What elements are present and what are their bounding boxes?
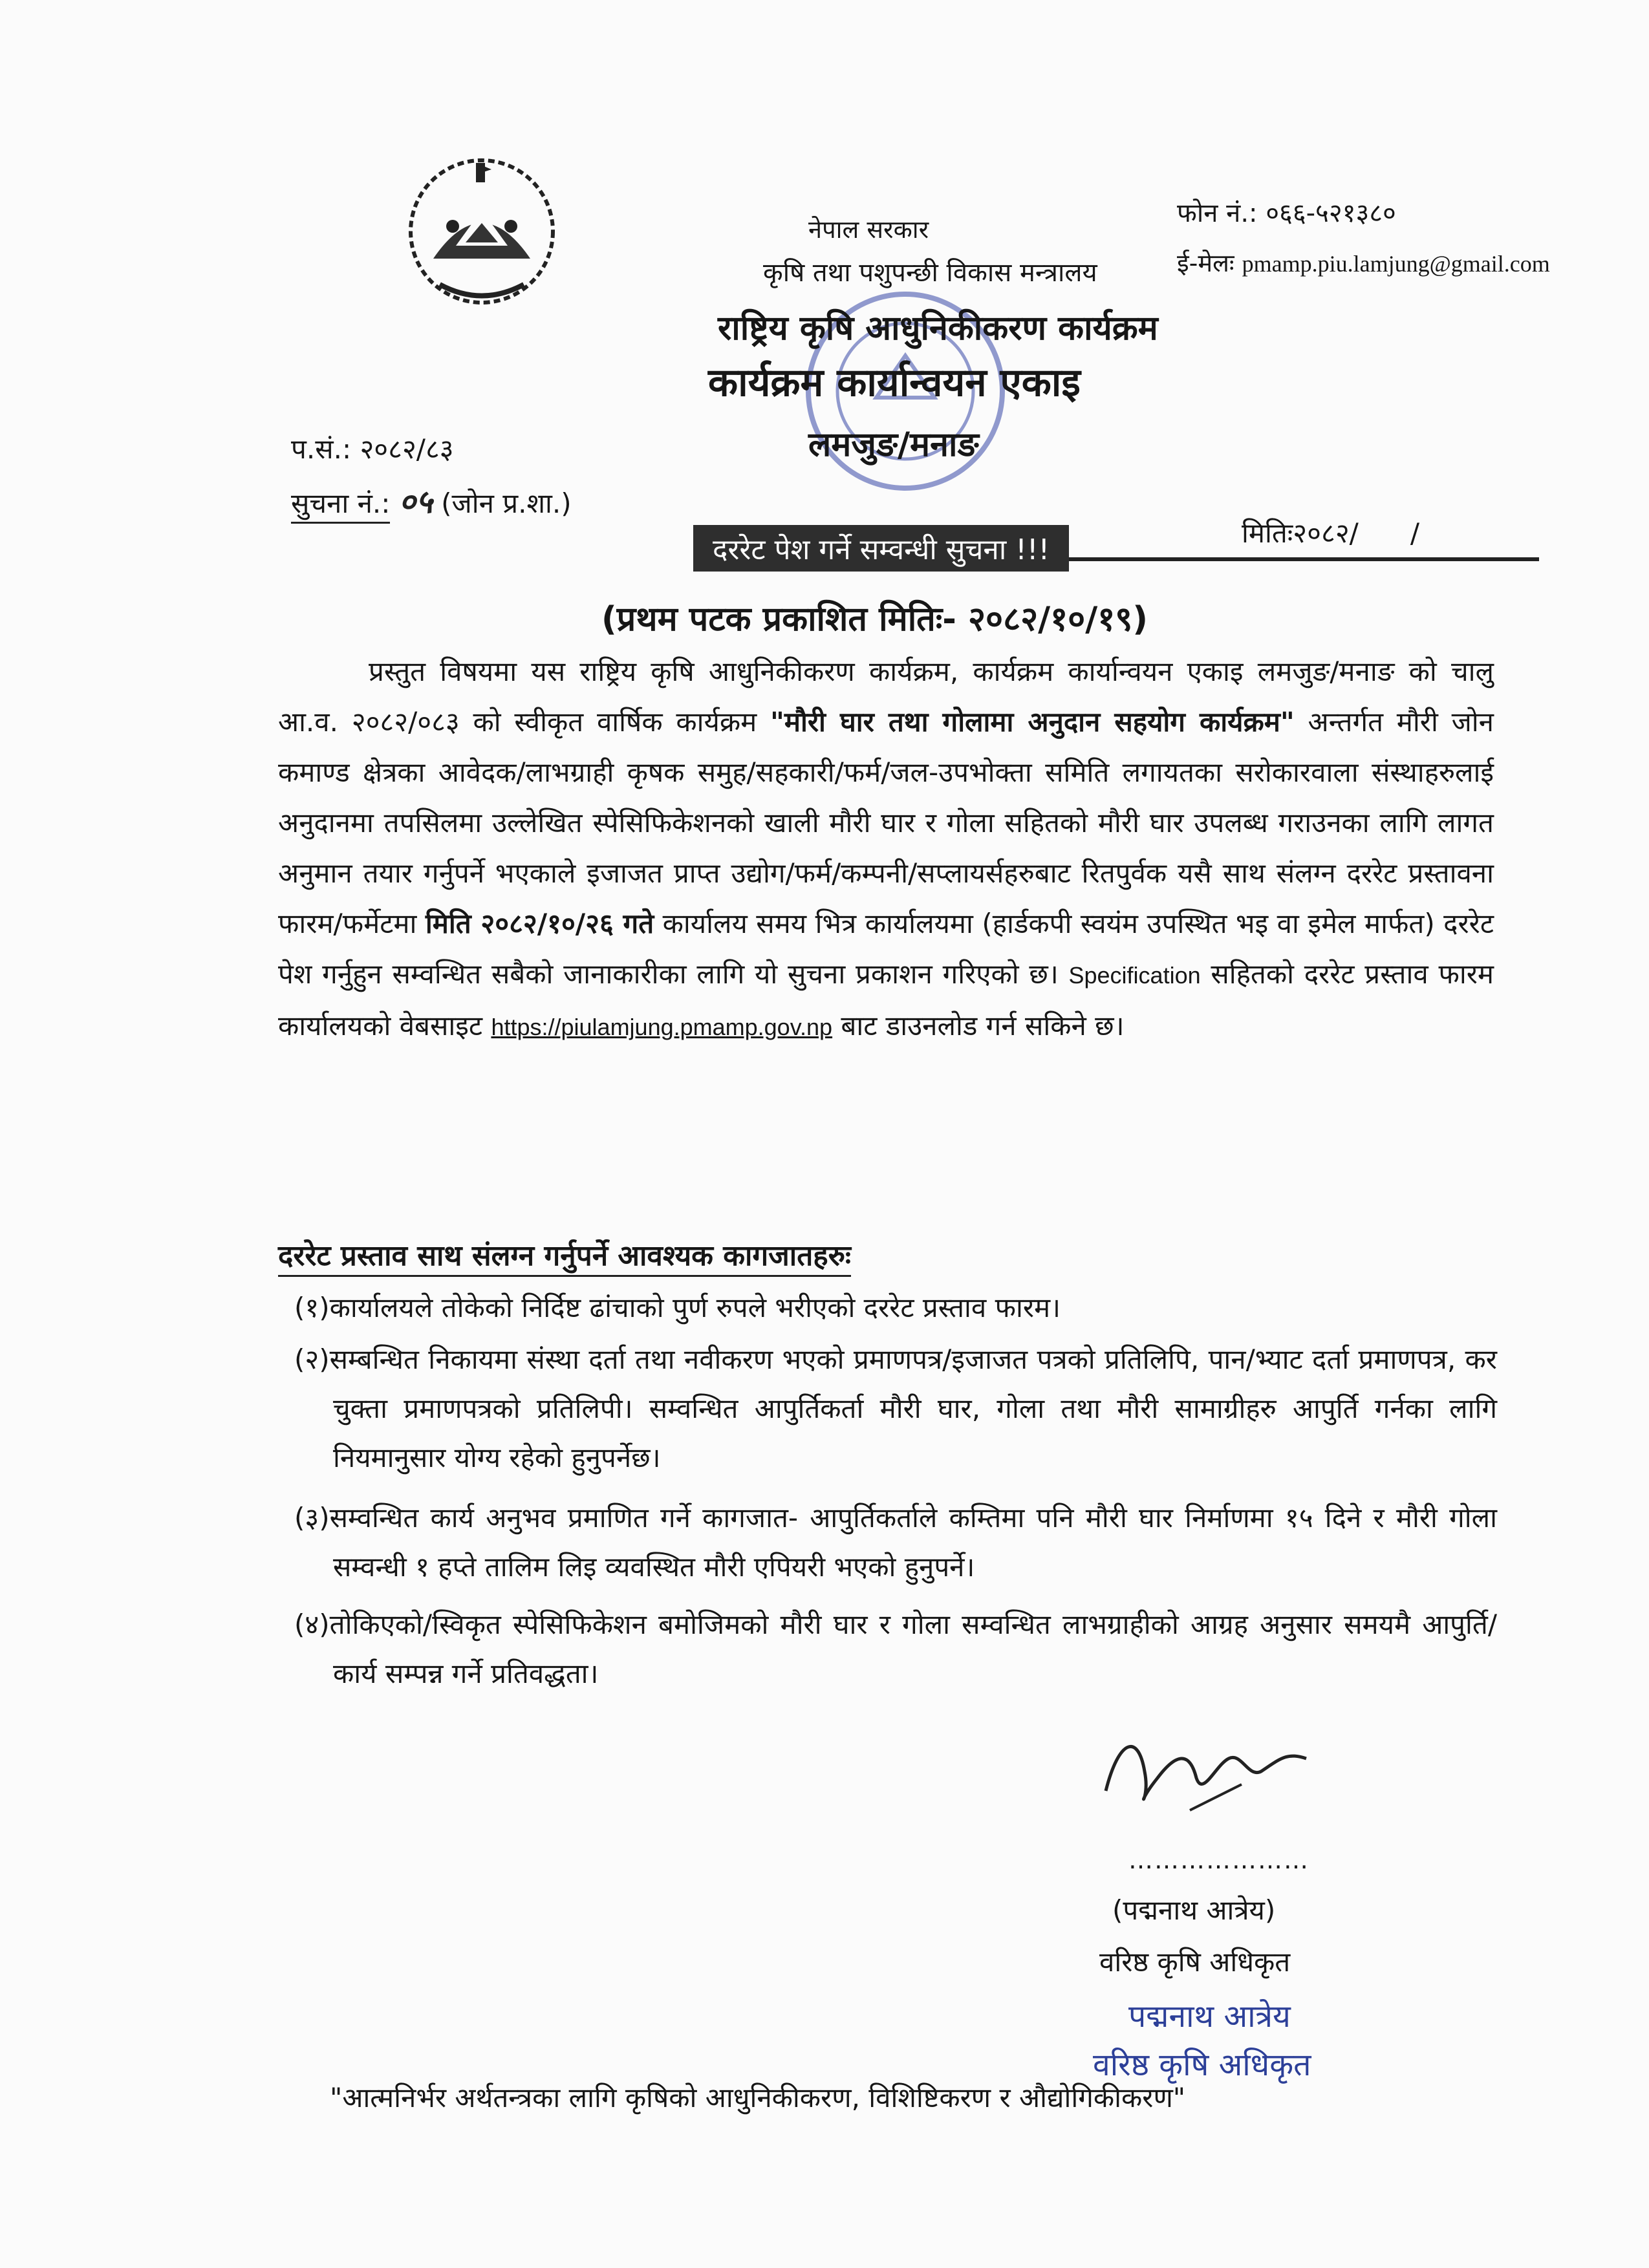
- nepal-emblem-logo: [394, 149, 569, 310]
- submission-deadline: मिति २०८२/१०/२६ गते: [425, 908, 654, 939]
- requirement-text: सम्वन्धित कार्य अनुभव प्रमाणित गर्ने कागजात- आपुर्तिकर्ताले कम्तिमा पनि मौरी घार निर्माणमा १५ दिने र मौरी गोला सम्वन्धी १ हप्ते तालिम लिइ व्यवस्थित मौरी एपियरी भएको हुनुपर्ने।: [329, 1502, 1497, 1583]
- signatory-name: (पद्मनाथ आत्रेय): [1112, 1894, 1276, 1926]
- notice-number-suffix: (जोन प्र.शा.): [441, 487, 572, 519]
- website-link[interactable]: https://piulamjung.pmamp.gov.np: [491, 1014, 833, 1040]
- notice-number-line: [291, 478, 572, 522]
- requirement-item: [294, 1283, 1497, 1332]
- requirement-number: (३): [294, 1502, 330, 1534]
- requirement-item: [294, 1600, 1497, 1698]
- requirement-text: कार्यालयले तोकेको निर्दिष्ट ढांचाको पुर्ण रुपले भरीएको दररेट प्रस्ताव फारम।: [329, 1292, 1061, 1323]
- specification-word: Specification: [1068, 962, 1201, 989]
- notice-number: ०५: [398, 483, 433, 520]
- notice-title: दररेट पेश गर्ने सम्वन्धी सुचना !!!: [693, 525, 1069, 572]
- notice-number-label: सुचना नं.:: [291, 487, 390, 524]
- requirement-item: [294, 1493, 1497, 1592]
- letter-reference-number: प.सं.: २०८२/८३: [291, 433, 454, 465]
- signatory-title: वरिष्ठ कृषि अधिकृत: [1099, 1946, 1291, 1978]
- body-part-4: सहितको दररेट प्रस्ताव फारम कार्यालयको वेबसाइट: [278, 958, 1494, 1042]
- body-part-1: प्रस्तुत विषयमा यस राष्ट्रिय कृषि आधुनिकीकरण कार्यक्रम, कार्यक्रम कार्यान्वयन एकाइ लमजुङ/मनाङ को चालु आ.व. २०८२/०८३ को स्वीकृत वार्षिक कार्यक्रम: [278, 656, 1494, 738]
- stamp-name: पद्मनाथ आत्रेय: [1128, 1998, 1291, 2035]
- issue-date: मितिः२०८२/ /: [1242, 517, 1420, 549]
- first-published-date: (प्रथम पटक प्रकाशित मितिः- २०८२/१०/१९): [601, 600, 1148, 639]
- ministry-name: कृषि तथा पशुपन्छी विकास मन्त्रालय: [763, 258, 1097, 288]
- email-address: pmamp.piu.lamjung@gmail.com: [1242, 251, 1550, 277]
- requirement-number: (२): [294, 1343, 330, 1375]
- requirement-number: (४): [294, 1609, 330, 1640]
- requirement-text: सम्बन्धित निकायमा संस्था दर्ता तथा नवीकरण भएको प्रमाणपत्र/इजाजत पत्रको प्रतिलिपि, पान/भ्याट दर्ता प्रमाणपत्र, कर चुक्ता प्रमाणपत्रको प्रतिलिपी। सम्वन्धित आपुर्तिकर्ता मौरी घार, गोला तथा मौरी सामाग्रीहरु आपुर्ति गर्नका लागि नियमानुसार योग्य रहेको हुनुपर्नेछ।: [329, 1343, 1497, 1473]
- email-label: ई-मेलः: [1177, 249, 1234, 277]
- stamp-title: वरिष्ठ कृषि अधिकृत: [1093, 2047, 1311, 2083]
- handwritten-signature: [1093, 1713, 1326, 1823]
- requirement-text: तोकिएको/स्विकृत स्पेसिफिकेशन बमोजिमको मौरी घार र गोला सम्वन्धित लाभग्राहीको आग्रह अनुसार समयमै आपुर्ति/कार्य सम्पन्न गर्ने प्रतिवद्धता।: [329, 1609, 1497, 1689]
- footer-slogan: "आत्मनिर्भर अर्थतन्त्रका लागि कृषिको आधुनिकीकरण, विशिष्टिकरण र औद्योगिकीकरण": [330, 2082, 1186, 2113]
- body-part-3: कार्यालय समय भित्र कार्यालयमा (हार्डकपी स्वयंम उपस्थित भइ वा इमेल मार्फत) दररेट पेश गर्नुहुन सम्वन्धित सबैको जानाकारीका लागि यो सुचना प्रकाशन गरिएको छ।: [278, 908, 1494, 990]
- district-name: लमजुङ/मनाङ: [808, 425, 979, 464]
- phone-number: फोन नं.: ०६६-५२१३८०: [1177, 198, 1396, 228]
- program-name: राष्ट्रिय कृषि आधुनिकीकरण कार्यक्रम: [718, 309, 1158, 348]
- program-title: "मौरी घार तथा गोलामा अनुदान सहयोग कार्यक्रम": [770, 706, 1295, 738]
- notice-body: [278, 647, 1494, 1053]
- body-part-2: अन्तर्गत मौरी जोन कमाण्ड क्षेत्रका आवेदक/लाभग्राही कृषक समुह/सहकारी/फर्म/जल-उपभोक्ता समिति लगायतका सरोकारवाला संस्थाहरुलाई अनुदानमा तपसिलमा उल्लेखित स्पेसिफिकेशनको खाली मौरी घार र गोला सहितको मौरी घार उपलब्ध गराउनका लागि लागत अनुमान तयार गर्नुपर्ने भएकाले इजाजत प्राप्त उद्योग/फर्म/कम्पनी/सप्लायर्सहरुबाट रितपुर्वक यसै साथ संलग्न दररेट प्रस्तावना फारम/फर्मेटमा: [278, 706, 1494, 939]
- body-part-5: बाट डाउनलोड गर्न सकिने छ।: [832, 1010, 1125, 1042]
- requirement-number: (१): [294, 1292, 330, 1323]
- requirement-item: [294, 1335, 1497, 1482]
- government-name: नेपाल सरकार: [808, 215, 929, 244]
- signature-line: …………………: [1128, 1846, 1310, 1874]
- email-line: [1177, 246, 1550, 279]
- unit-name: कार्यक्रम कार्यान्वयन एकाइ: [708, 360, 1081, 405]
- requirements-heading: दररेट प्रस्ताव साथ संलग्न गर्नुपर्ने आवश्यक कागजातहरुः: [278, 1235, 851, 1277]
